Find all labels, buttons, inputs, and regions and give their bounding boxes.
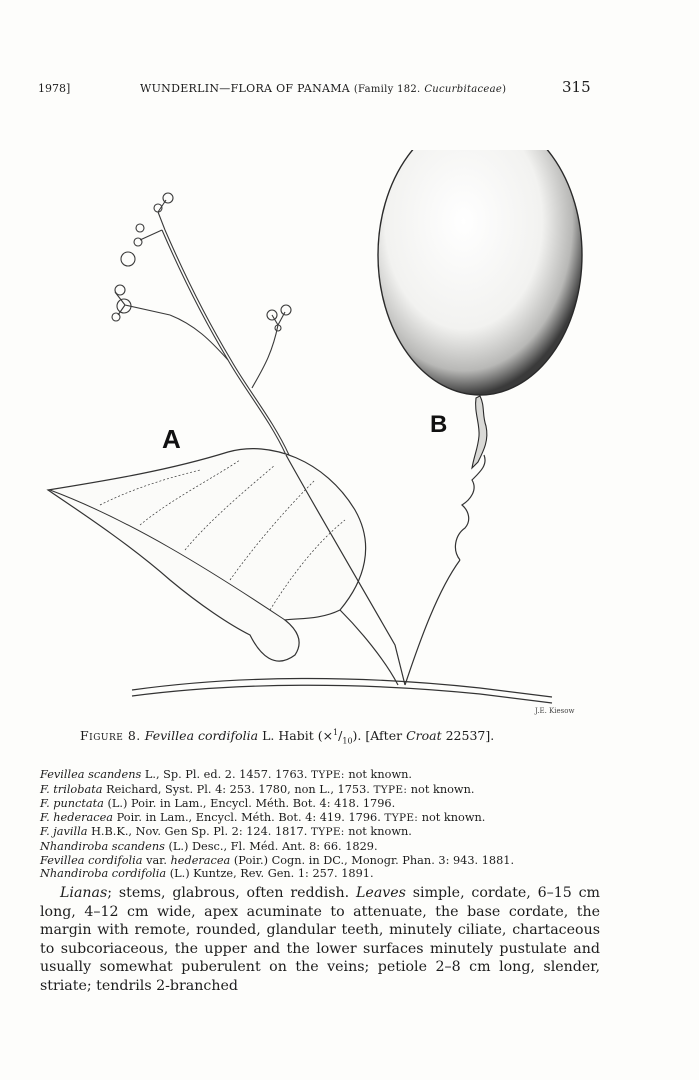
caption-after-open: ). [After xyxy=(352,728,403,744)
synonym-citation: Reichard, Syst. Pl. 4: 253. 1780, non L., 1753. xyxy=(106,782,370,796)
type-label: TYPE: xyxy=(310,826,345,839)
synonym-rank: var. xyxy=(146,853,167,867)
running-head-author: WUNDERLIN—FLORA OF PANAMA xyxy=(140,82,351,95)
type-value: not known. xyxy=(348,768,412,781)
synonym-citation: Poir. in Lam., Encycl. Méth. Bot. 4: 419. 1796. xyxy=(116,810,381,824)
synonym-row xyxy=(40,840,640,854)
synonym-row xyxy=(40,867,640,881)
synonym-name: F. javilla xyxy=(40,825,88,839)
synonym-name: Fevillea scandens xyxy=(40,768,142,781)
leaf-drawing xyxy=(48,449,366,661)
running-header xyxy=(0,76,699,100)
synonym-name: F. punctata xyxy=(40,797,104,811)
synonym-name: Nhandiroba cordifolia xyxy=(40,867,167,881)
synonym-row xyxy=(40,768,640,783)
type-label: TYPE: xyxy=(373,783,408,796)
caption-collector: Croat xyxy=(406,728,442,744)
running-head xyxy=(140,82,506,95)
caption-author: L. Habit (× xyxy=(262,728,334,744)
fruit-drawing xyxy=(378,150,582,468)
description-paragraph xyxy=(40,884,600,995)
type-label: TYPE: xyxy=(384,811,419,824)
running-head-close: ) xyxy=(502,84,507,95)
desc-lianas: Lianas xyxy=(60,885,108,901)
running-head-family: (Family 182. xyxy=(353,84,421,95)
desc-part2: simple, cordate, 6–15 cm long, 4–12 cm wide, apex acuminate to attenuate, the base cordate, the margin with remote, rounded, glandular teeth, minutely ciliate, chartaceous to subcoriaceous, the upper and the lower surfaces minutely pustulate and usually somewhat puberulent on the veins; petiole 2–8 cm long, slender, striate; tendrils 2-branched xyxy=(40,885,600,994)
synonym-epithet: hederacea xyxy=(170,853,231,867)
synonym-citation: H.B.K., Nov. Gen Sp. Pl. 2: 124. 1817. xyxy=(91,825,308,839)
synonym-name: F. trilobata xyxy=(40,782,103,796)
type-label: TYPE: xyxy=(311,769,345,781)
caption-species: Fevillea cordifolia xyxy=(144,728,259,744)
figure-label-a: A xyxy=(162,424,181,454)
page-number: 315 xyxy=(562,78,591,96)
synonym-citation: (L.) Poir. in Lam., Encycl. Méth. Bot. 4: 418. 1796. xyxy=(107,797,396,811)
figure-number: Figure 8. xyxy=(80,728,141,744)
synonym-name: Fevillea cordifolia xyxy=(40,853,143,867)
synonym-citation: (L.) Kuntze, Rev. Gen. 1: 257. 1891. xyxy=(169,867,374,881)
species-description xyxy=(40,884,600,995)
synonymy-list xyxy=(40,768,640,881)
synonym-row xyxy=(40,797,640,811)
type-value: not known. xyxy=(348,825,412,839)
figure-caption: Figure 8. Fevillea cordifolia L. Habit $(\times^1/_{10})$. [After Croat 22537]. xyxy=(80,728,495,746)
synonym-row xyxy=(40,783,640,798)
volume-year: 1978] xyxy=(38,82,71,95)
type-value: not known. xyxy=(421,810,486,824)
synonym-citation: (L.) Desc., Fl. Méd. Ant. 8: 66. 1829. xyxy=(168,839,378,853)
caption-after-close: ]. xyxy=(485,728,495,744)
synonym-row xyxy=(40,811,640,826)
botanical-illustration xyxy=(40,150,610,720)
synonym-citation: (Poir.) Cogn. in DC., Monogr. Phan. 3: 943. 1881. xyxy=(233,853,515,867)
caption-collection-number: 22537 xyxy=(445,728,486,744)
synonym-citation: L., Sp. Pl. ed. 2. 1457. 1763. xyxy=(144,768,308,781)
synonym-name: Nhandiroba scandens xyxy=(40,839,165,853)
synonym-name: F. hederacea xyxy=(40,810,114,824)
desc-part1: ; stems, glabrous, often reddish. xyxy=(107,885,350,901)
inflorescence-drawing xyxy=(112,193,291,455)
type-value: not known. xyxy=(410,782,475,796)
synonym-row xyxy=(40,854,640,868)
artist-signature: J.E. Kiesow xyxy=(535,707,575,715)
desc-leaves: Leaves xyxy=(356,885,406,901)
scale-denominator: 10 xyxy=(342,736,353,746)
figure-label-b: B xyxy=(430,411,448,438)
scale-numerator: 1 xyxy=(333,728,339,737)
running-head-family-name: Cucurbitaceae xyxy=(424,84,503,95)
synonym-row xyxy=(40,825,640,840)
